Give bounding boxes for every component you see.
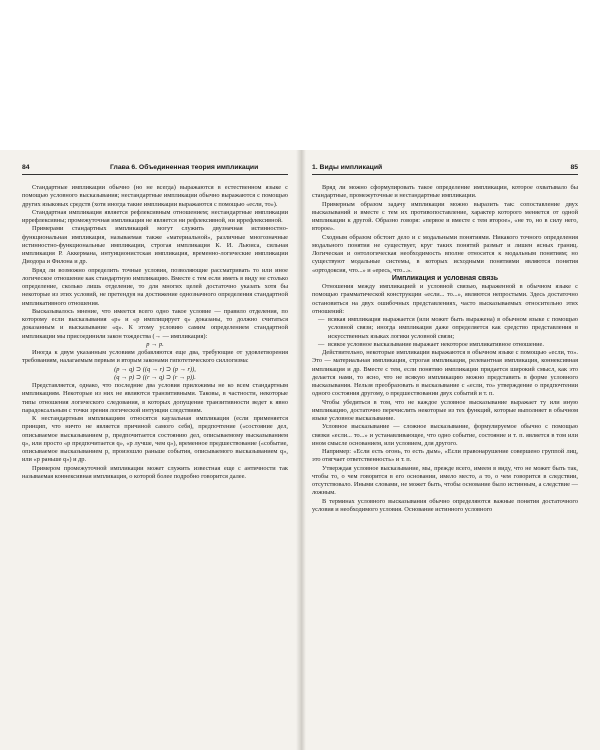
paragraph: Стандартные импликации обычно (но не всегда) выражаются в естественном языке с помощью условного высказывания; нестандартные импликации обычно выражаются с помощью других языковых средств (хотя иногда такие импликации выражаются с помощью «если, то»). (22, 184, 288, 208)
paragraph: В терминах условного высказывания обычно определяются важные понятия достаточного условия и необходимого условия. Основание истинного условного (312, 497, 578, 513)
paragraph: Отношения между импликацией и условной связью, выраженной в обычном языке с помощью грамматической конструкции «если... то...», являются непростыми. Здесь достаточно остановиться на двух ошибочных представлениях, часто высказываемых относительно этих отношений: (312, 283, 578, 315)
paragraph: Примером промежуточной импликации может служить известная еще с античности так называемая коннексивная импликация, о которой более подробно говорится далее. (22, 464, 288, 480)
paragraph: Высказывалось мнение, что имеется всего одно такое условие — правило отделения, по которому если высказывания «p» и «p имплицирует q» доказаны, то должно считаться доказанным и высказывание «q». К этому условию самим определением стандартной импликации мы присоединили закон тождества (→ — импликация): (22, 307, 288, 340)
formula: (q → p) ⊃ ((r → q) ⊃ (r → p)). (114, 373, 196, 381)
left-page-number: 84 (22, 164, 30, 171)
paragraph: Утверждая условное высказывание, мы, прежде всего, имеем в виду, что не может быть так, чтобы то, о чем говорится в его основании, имело место, а то, о чем говорится в следствии, отсутствовало. Иными словами, не может быть, чтобы основание было истинным, а следствие — ложным. (312, 464, 578, 497)
formula: (p → q) ⊃ ((q → r) ⊃ (p → r)), (114, 365, 196, 373)
paragraph: Примерами стандартных импликаций могут служить двузначная истинностно-функциональная импликация, называемая также «материальной», различные многозначные истинностно-функциональные импликации, строгая импликация К. И. Льюиса, сильная импликация Р. Аккермана, интуиционистская импликация, временно-логические импликации Диодора и Филона и др. (22, 225, 288, 266)
left-page-body (22, 184, 288, 481)
list-item (312, 316, 578, 341)
book-spine (296, 150, 306, 750)
paragraph: К нестандартным импликациям относятся каузальная импликация (если применяется принцип, что ничто не является причиной самого себя), предпочтение («состояние дел, описываемое высказыванием p, предпочитается состоянию дел, описываемому высказыванием q», или просто «p предпочитается q», «p лучше, чем q»), временное предшествование («событие, описываемое высказыванием p, произошло раньше события, описываемого высказыванием q», или «p раньше q») и др. (22, 415, 288, 464)
paragraph: Стандартная импликация является рефлексивным отношением; нестандартные импликации иррефлексивны; промежуточная импликация не является ни рефлексивной, ни иррефлексивной. (22, 208, 288, 224)
right-page (312, 150, 578, 750)
right-header-rule (312, 174, 578, 175)
section-heading: Импликация и условная связь (391, 274, 499, 282)
right-page-body (312, 184, 578, 514)
left-page-running-title: Глава 6. Объединенная теория импликации (110, 164, 259, 171)
paragraph: Сходным образом обстоит дело и с модальными понятиями. Никакого точного определения модального понятия не существует, круг таких понятий размыт и лишен ясных границ. Логическая и онтологическая необходимость вполне относятся к модальным понятиям; но существуют модальные системы, в которых исходными понятиями являются понятия «ортодоксия, что...» и «ересь, что...». (312, 233, 578, 274)
right-page-header (312, 164, 578, 174)
left-page (22, 150, 288, 750)
formula: p → p. (146, 340, 164, 348)
right-page-number: 85 (570, 164, 578, 171)
left-page-header (22, 164, 288, 174)
paragraph: Примерным образом задачу импликации можно выразить так: сопоставление двух высказываний и вместе с тем их противопоставление, характер которого меняется от одной импликации к другой. Образно говоря: «первое и вместе с тем второе», «не то, но в силу него, второе». (312, 200, 578, 233)
list-item (312, 341, 578, 349)
left-header-rule (22, 174, 288, 175)
paragraph: Иногда к двум указанным условиям добавляются еще два, требующие от удовлетворения требованиям, налагаемым первым и вторым законами гипотетического силлогизма: (22, 349, 288, 365)
list-item-text: всякая импликация выражается (или может быть выражена) в обычном языке с помощью условной связи; иногда импликация даже определяется как средство представления в искусственных языках логики условной связи; (328, 316, 578, 340)
paragraph: Представляется, однако, что последние два условия приложимы не ко всем стандартным импликациям. Некоторые из них не являются транзитивными. Таковы, в частности, некоторые типы отношения логического следования, в которых допущение транзитивности ведет к явно парадоксальным с точки зрения логической интуиции следствиям. (22, 382, 288, 414)
book-spread (0, 150, 600, 750)
paragraph: Вряд ли можно сформулировать такое определение импликации, которое охватывало бы стандартные, промежуточные и нестандартные импликации. (312, 184, 578, 200)
paragraph: Например: «Если есть огонь, то есть дым», «Если правонарушение совершено группой лиц, это отягчает ответственность» и т. п. (312, 448, 578, 464)
paragraph: Чтобы убедиться в том, что не каждое условное высказывание выражает ту или иную импликацию, достаточно перечислить некоторые из тех функций, которые выполняет в обычном языке условное высказывание. (312, 398, 578, 422)
paragraph: Действительно, некоторые импликации выражаются в обычном языке с помощью «если, то». Это — материальная импликация, строгая импликация, релевантная импликация, коннексивная импликация и др. Вместе с тем, если понятию импликации придается широкий смысл, как это делается нами, то ясно, что не всякую импликацию можно представить в форме условного высказывания. Нельзя преобразовать в высказывание с «если, то» утверждение о предпочтении одного состояния другому, о предшествовании двух событий и т. п. (312, 349, 578, 398)
paragraph: Вряд ли возможно определить точные условия, позволяющие рассматривать то или иное логическое отношение как стандартную импликацию. Вместе с тем если иметь в виду не столько определение, сколько лишь отделение, то для многих целей достаточно указать хотя бы некоторые из этих условий, не претендуя на достижение однозначного определения стандартной импликативного отношения. (22, 266, 288, 307)
dash-bullet-icon: — (318, 316, 325, 323)
dash-bullet-icon: — (318, 340, 325, 348)
list-item-text: всякое условное высказывание выражает некоторое импликативное отношение. (328, 340, 544, 348)
paragraph: Условное высказывание — сложное высказывание, формулируемое обычно с помощью связки «если... то...» и устанавливающее, что одно событие, состояние и т. п. является в том или ином смысле основанием, или условием, для другого. (312, 423, 578, 447)
right-page-running-title: 1. Виды импликаций (312, 164, 383, 171)
